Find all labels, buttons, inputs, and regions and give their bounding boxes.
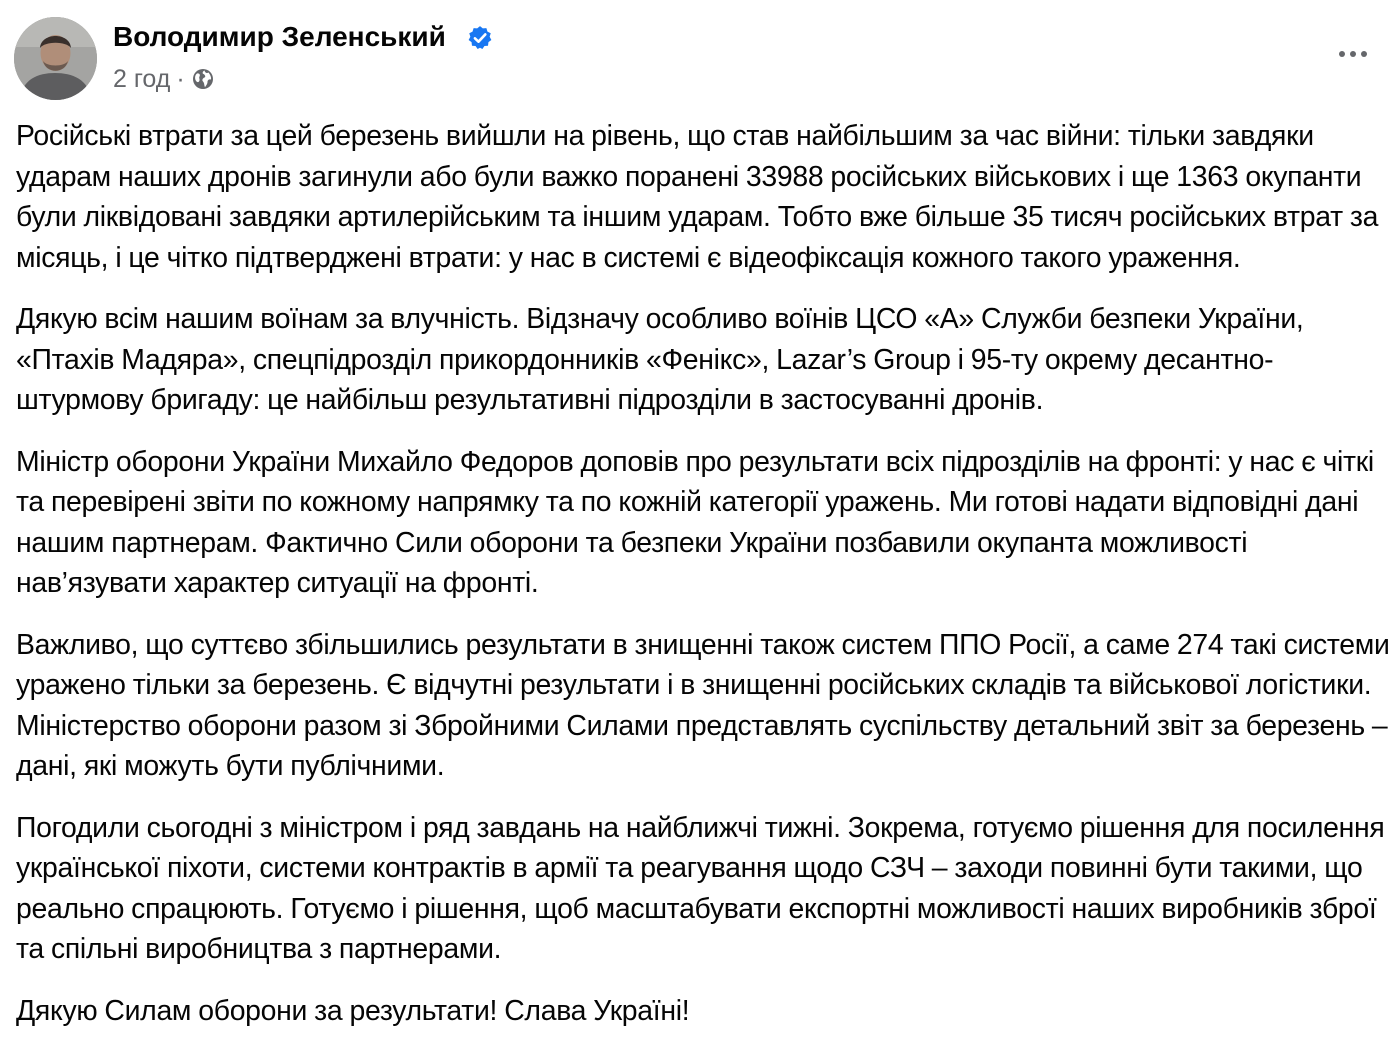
post-paragraph: Дякую Силам оборони за результати! Слава Україні!	[16, 994, 690, 1027]
author-name[interactable]: Володимир Зеленський	[113, 21, 446, 52]
post-paragraph: Погодили сьогодні з міністром і ряд завдань на найближчі тижні. Зокрема, готуємо рішення для посилення української піхоти, системи контрактів в армії та реагування щодо СЗЧ – заходи повинні бути такими, що реально спрацюють. Готуємо і рішення, щоб масштабувати експортні можливості наших виробників зброї та спільні виробництва з партнерами.	[16, 811, 1385, 965]
globe-icon[interactable]	[191, 67, 215, 91]
avatar[interactable]	[14, 17, 97, 100]
verified-badge-icon	[467, 25, 493, 51]
more-options-button[interactable]	[1330, 36, 1376, 72]
post-paragraph: Міністр оборони України Михайло Федоров доповів про результати всіх підрозділів на фронті: у нас є чіткі та перевірені звіти по кожному напрямку та по кожній категорії уражень. Ми готові надати відповідні дані нашим партнерам. Фактично Сили оборони та безпеки України позбавили окупанта можливості нав’язувати характер ситуації на фронті.	[16, 445, 1374, 599]
post-paragraph: Дякую всім нашим воїнам за влучність. Відзначу особливо воїнів ЦСО «А» Служби безпеки України, «Птахів Мадяра», спецпідрозділ прикордонників «Фенікс», Lazar’s Group і 95-ту окрему десантно-штурмову бригаду: це найбільш результативні підрозділи в застосуванні дронів.	[16, 303, 1304, 416]
avatar-image	[14, 17, 97, 100]
post-paragraph: Важливо, що суттєво збільшились результати в знищенні також систем ППО Росії, а саме 274 такі системи уражено тільки за березень. Є відчутні результати і в знищенні російських складів та військової логістики. Міністерство оборони разом зі Збройними Силами представлять суспільству детальний звіт за березень – дані, які можуть бути публічними.	[16, 628, 1390, 782]
post-meta	[113, 62, 215, 96]
post-timestamp[interactable]: 2 год	[113, 64, 171, 93]
more-icon-dot	[1350, 51, 1356, 57]
more-horizontal-icon	[1339, 51, 1345, 57]
post-body	[16, 116, 1394, 1052]
more-icon-dot	[1361, 51, 1367, 57]
meta-separator: ·	[176, 64, 185, 93]
post-paragraph: Російські втрати за цей березень вийшли на рівень, що став найбільшим за час війни: тільки завдяки ударам наших дронів загинули або були важко поранені 33988 російських військових і ще 1363 окупанти були ліквідовані завдяки артилерійським та іншим ударам. Тобто вже більше 35 тисяч російських втрат за місяць, і це чітко підтверджені втрати: у нас в системі є відеофіксація кожного такого ураження.	[16, 120, 1379, 274]
